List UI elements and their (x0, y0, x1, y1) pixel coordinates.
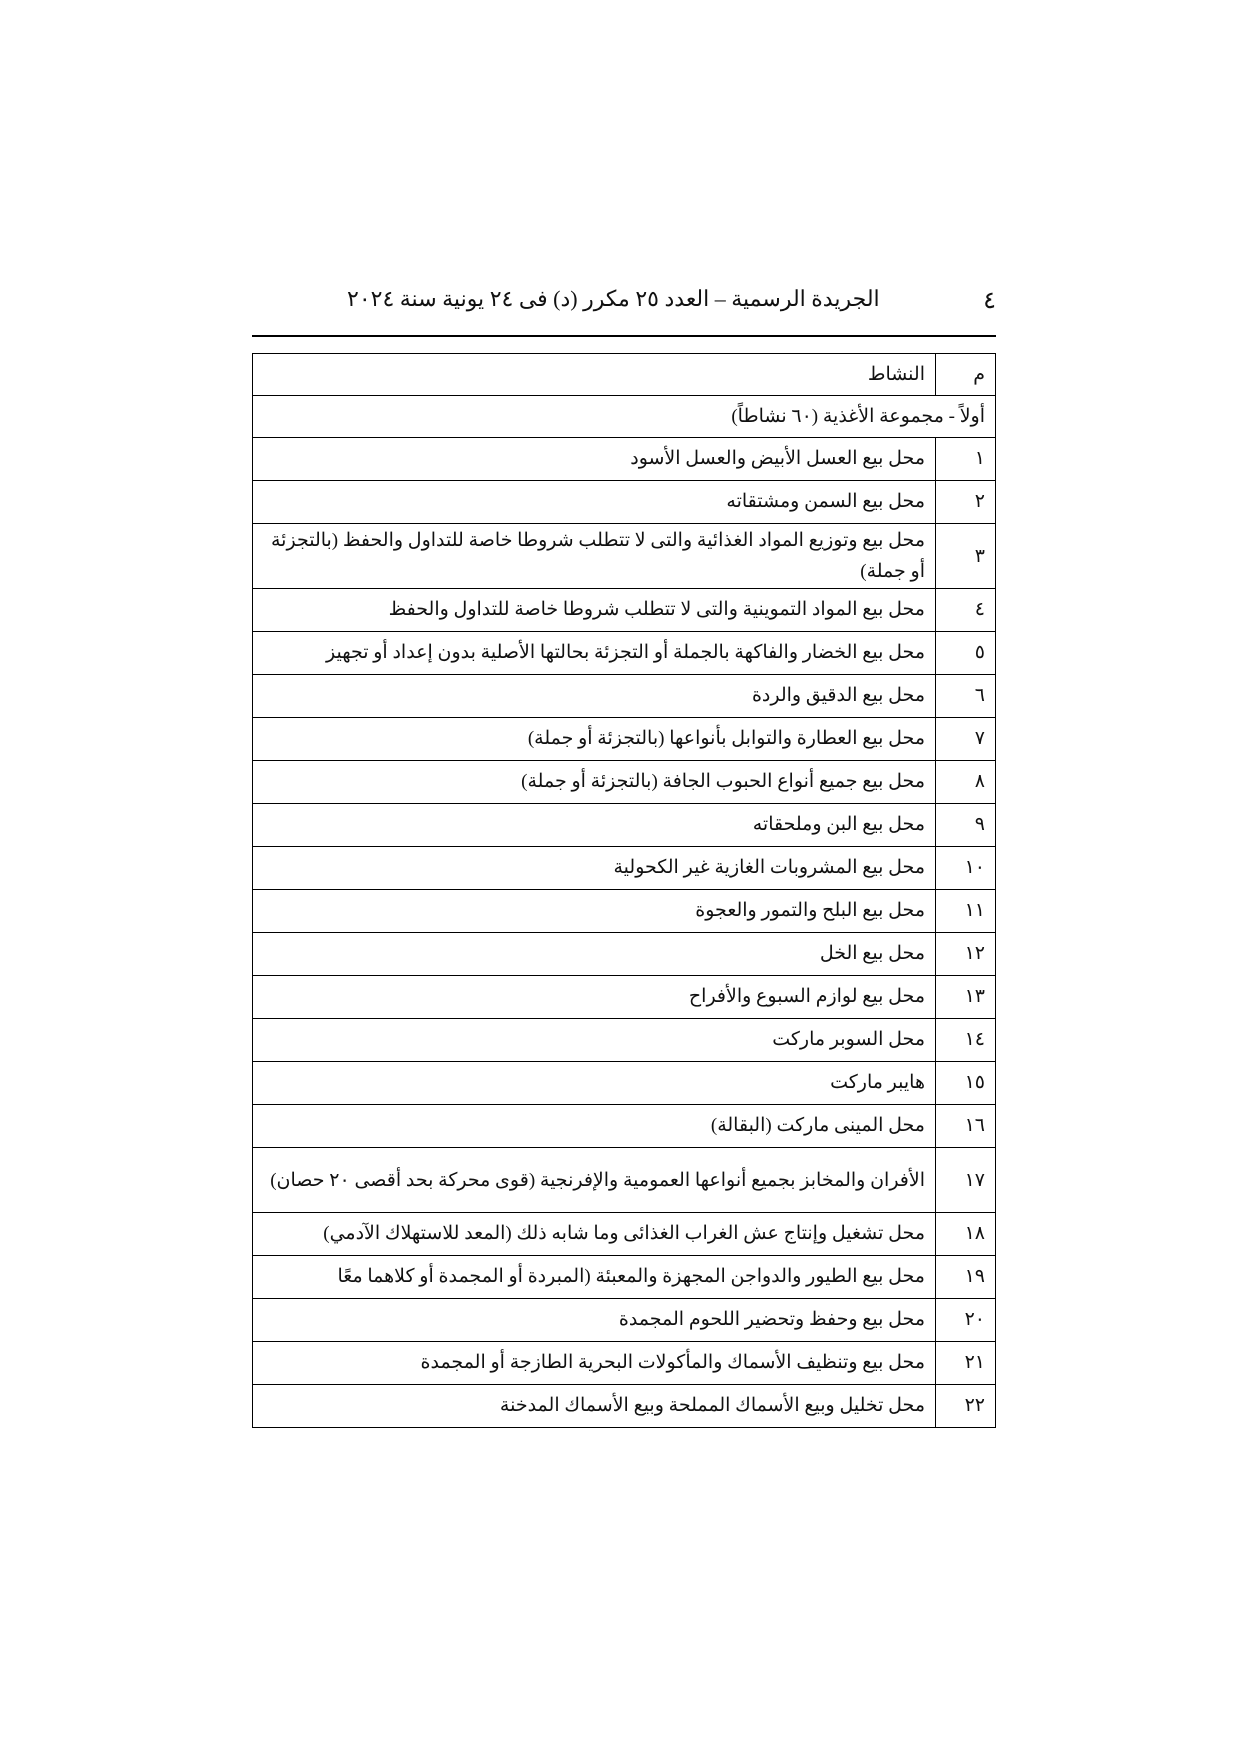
row-number: ٢٢ (936, 1385, 996, 1428)
row-number: ٢٠ (936, 1299, 996, 1342)
table-row (253, 976, 996, 1019)
group-title: أولاً - مجموعة الأغذية (٦٠ نشاطاً) (253, 396, 996, 438)
row-activity: محل بيع وتنظيف الأسماك والمأكولات البحرية الطازجة أو المجمدة (253, 1342, 936, 1385)
row-number: ١١ (936, 890, 996, 933)
row-activity: محل بيع المشروبات الغازية غير الكحولية (253, 847, 936, 890)
group-title-row (253, 396, 996, 438)
row-activity: محل بيع الخل (253, 933, 936, 976)
row-number: ١٣ (936, 976, 996, 1019)
row-number: ٧ (936, 718, 996, 761)
row-activity: محل بيع البلح والتمور والعجوة (253, 890, 936, 933)
table-row (253, 1105, 996, 1148)
page-header (252, 284, 996, 324)
table-row (253, 761, 996, 804)
row-activity: محل بيع وحفظ وتحضير اللحوم المجمدة (253, 1299, 936, 1342)
row-activity: محل المينى ماركت (البقالة) (253, 1105, 936, 1148)
activities-table (252, 353, 996, 1428)
table-row (253, 438, 996, 481)
row-activity: محل بيع البن وملحقاته (253, 804, 936, 847)
row-activity: محل تشغيل وإنتاج عش الغراب الغذائى وما شابه ذلك (المعد للاستهلاك الآدمي) (253, 1213, 936, 1256)
row-activity: محل بيع العطارة والتوابل بأنواعها (بالتجزئة أو جملة) (253, 718, 936, 761)
table-row (253, 1256, 996, 1299)
column-header-activity: النشاط (253, 354, 936, 396)
table-row (253, 675, 996, 718)
table-row (253, 1385, 996, 1428)
row-number: ١٥ (936, 1062, 996, 1105)
row-activity: محل بيع العسل الأبيض والعسل الأسود (253, 438, 936, 481)
row-number: ١ (936, 438, 996, 481)
table-row (253, 933, 996, 976)
row-number: ٢ (936, 481, 996, 524)
row-number: ١٩ (936, 1256, 996, 1299)
row-activity: محل بيع الدقيق والردة (253, 675, 936, 718)
row-number: ٦ (936, 675, 996, 718)
row-activity: محل بيع لوازم السبوع والأفراح (253, 976, 936, 1019)
row-activity: هايبر ماركت (253, 1062, 936, 1105)
row-number: ١٢ (936, 933, 996, 976)
row-activity: محل بيع الخضار والفاكهة بالجملة أو التجزئة بحالتها الأصلية بدون إعداد أو تجهيز (253, 632, 936, 675)
row-number: ٣ (936, 524, 996, 589)
row-activity: محل بيع وتوزيع المواد الغذائية والتى لا تتطلب شروطا خاصة للتداول والحفظ (بالتجزئة أو جملة) (253, 524, 936, 589)
row-activity: الأفران والمخابز بجميع أنواعها العمومية والإفرنجية (قوى محركة بحد أقصى ٢٠ حصان) (253, 1148, 936, 1213)
gazette-title: الجريدة الرسمية – العدد ٢٥ مكرر (د) فى ٢٤ يونية سنة ٢٠٢٤ (347, 286, 880, 311)
row-number: ١٦ (936, 1105, 996, 1148)
row-number: ٨ (936, 761, 996, 804)
table-row (253, 524, 996, 589)
table-row (253, 1019, 996, 1062)
row-activity: محل بيع الطيور والدواجن المجهزة والمعبئة (المبردة أو المجمدة أو كلاهما معًا (253, 1256, 936, 1299)
table-row (253, 632, 996, 675)
row-number: ١٠ (936, 847, 996, 890)
row-activity: محل بيع المواد التموينية والتى لا تتطلب شروطا خاصة للتداول والحفظ (253, 589, 936, 632)
row-activity: محل السوبر ماركت (253, 1019, 936, 1062)
table-row (253, 1213, 996, 1256)
row-number: ٩ (936, 804, 996, 847)
table-row (253, 1148, 996, 1213)
table-row (253, 481, 996, 524)
row-number: ٢١ (936, 1342, 996, 1385)
row-activity: محل بيع جميع أنواع الحبوب الجافة (بالتجزئة أو جملة) (253, 761, 936, 804)
table-header-row (253, 354, 996, 396)
row-number: ١٨ (936, 1213, 996, 1256)
row-activity: محل تخليل وبيع الأسماك المملحة وبيع الأسماك المدخنة (253, 1385, 936, 1428)
table-row (253, 1299, 996, 1342)
column-header-number: م (936, 354, 996, 396)
row-number: ٤ (936, 589, 996, 632)
header-divider (252, 335, 996, 337)
row-activity: محل بيع السمن ومشتقاته (253, 481, 936, 524)
page-number: ٤ (983, 288, 996, 314)
table-row (253, 890, 996, 933)
row-number: ١٧ (936, 1148, 996, 1213)
row-number: ٥ (936, 632, 996, 675)
table-row (253, 847, 996, 890)
table-row (253, 718, 996, 761)
row-number: ١٤ (936, 1019, 996, 1062)
table-row (253, 1062, 996, 1105)
table-row (253, 804, 996, 847)
table-row (253, 1342, 996, 1385)
table-row (253, 589, 996, 632)
